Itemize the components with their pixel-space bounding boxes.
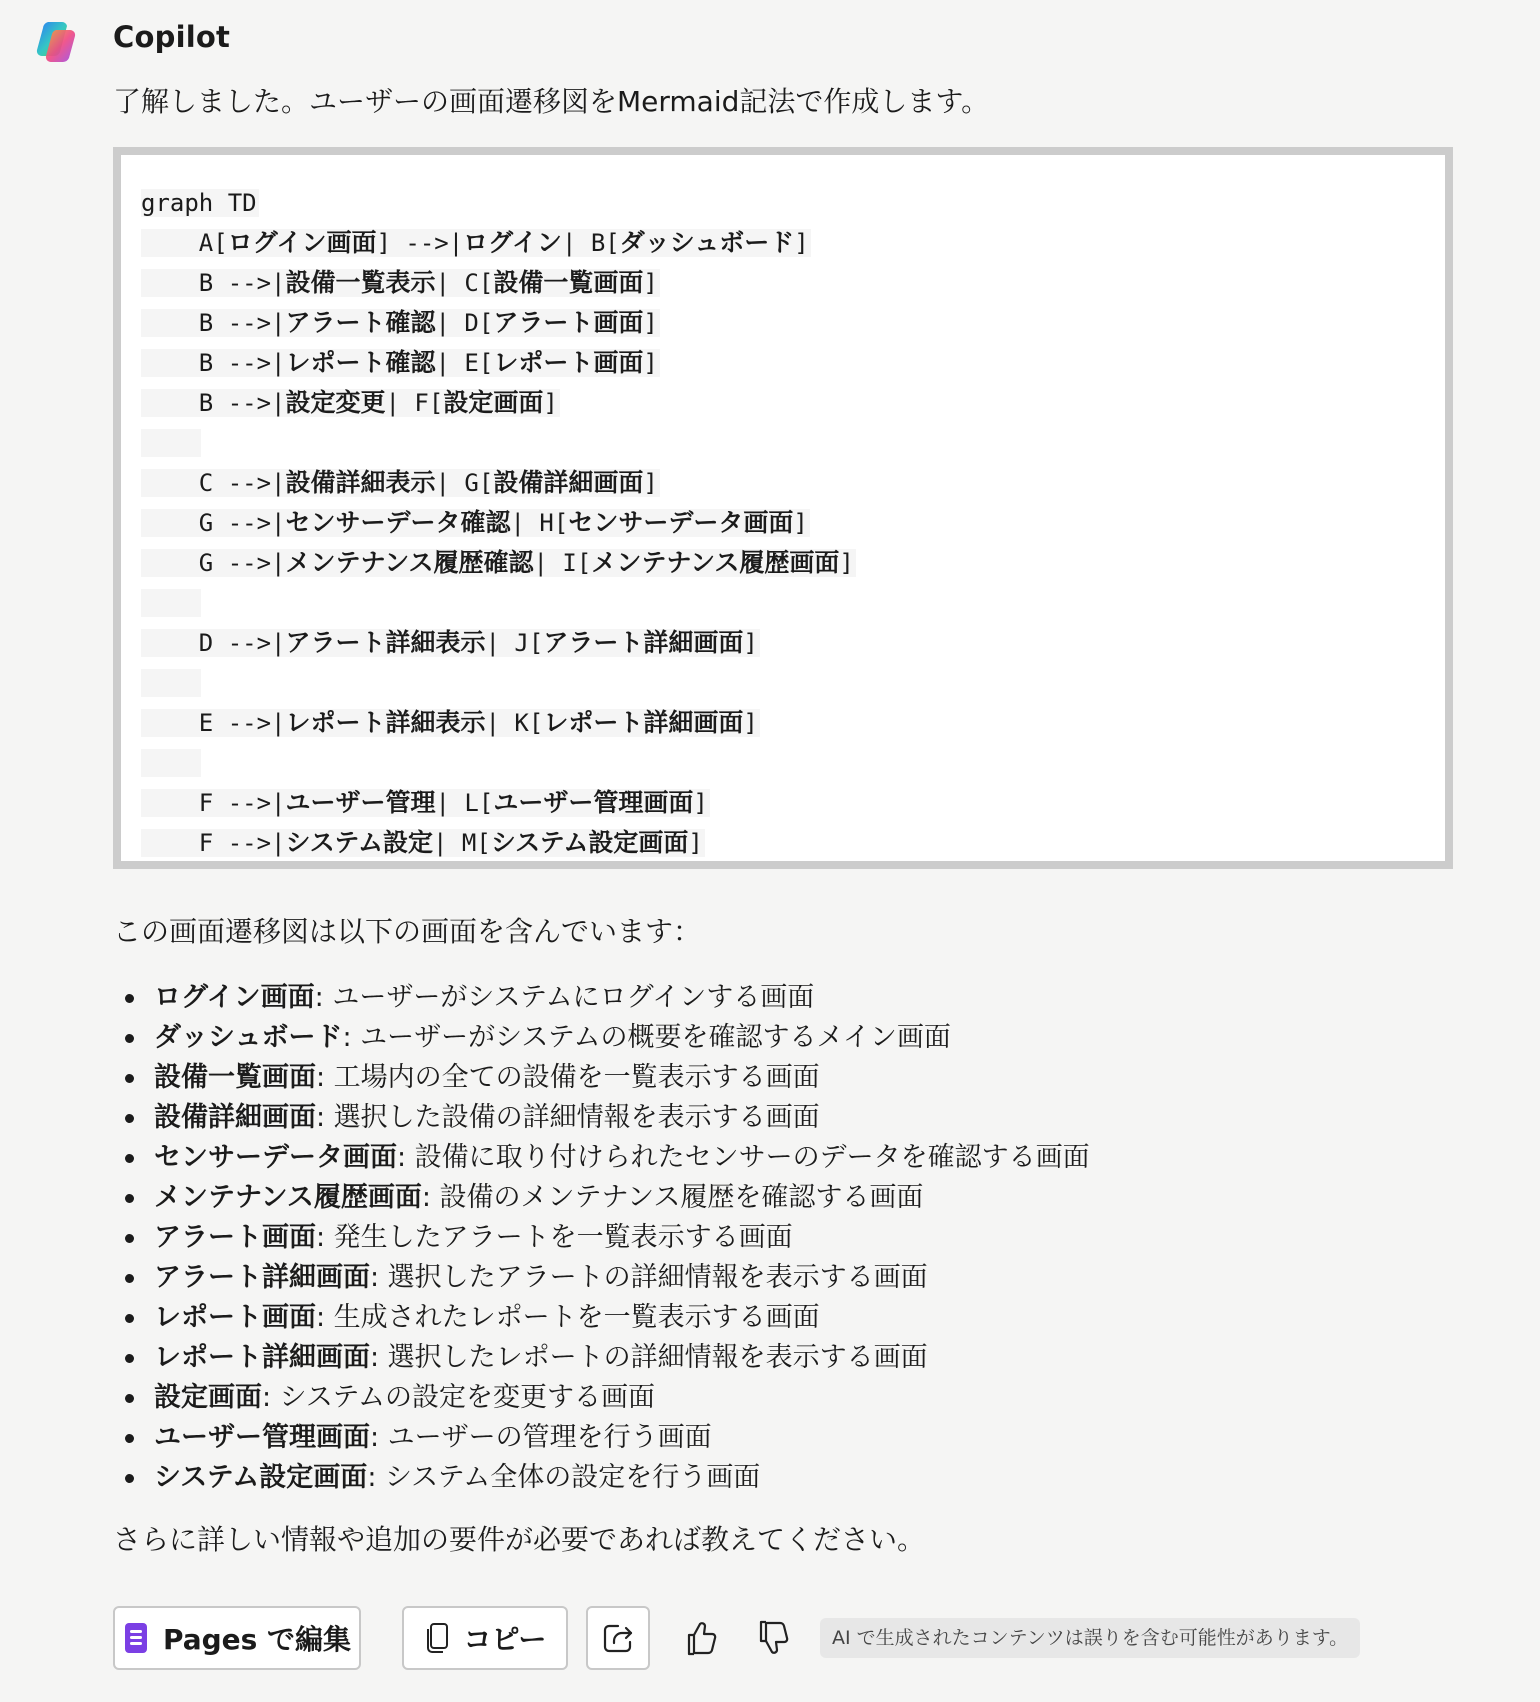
code-token: | G[	[435, 469, 494, 497]
code-label: センサーデータ画面	[568, 508, 794, 537]
code-token: | E[	[435, 349, 494, 377]
code-token: | D[	[435, 309, 494, 337]
screen-name: ログイン画面	[154, 982, 315, 1013]
list-item	[113, 1338, 1090, 1378]
code-token: D -->|	[141, 629, 286, 657]
code-line	[141, 223, 856, 263]
code-token: ]	[743, 629, 758, 657]
code-line	[141, 463, 856, 503]
code-label: システム設定	[285, 828, 434, 857]
pages-icon	[123, 1622, 149, 1654]
code-token: ] -->|	[376, 229, 464, 257]
code-token: | I[	[533, 549, 592, 577]
code-label: ユーザー管理	[285, 788, 436, 817]
code-block	[113, 147, 1453, 869]
code-token: | M[	[433, 829, 491, 857]
screen-name: 設備一覧画面	[154, 1062, 316, 1093]
code-line-text	[141, 389, 560, 417]
code-token: G -->|	[141, 509, 286, 537]
screen-description: : 選択したアラートの詳細情報を表示する画面	[370, 1262, 928, 1293]
code-token: ]	[743, 709, 758, 737]
code-line	[141, 623, 856, 663]
edit-in-pages-label: Pages で編集	[162, 1623, 352, 1656]
list-item	[113, 978, 1090, 1018]
code-token: B -->|	[141, 389, 286, 417]
code-line-text	[141, 749, 201, 777]
screen-list	[113, 978, 1090, 1498]
message-header	[34, 18, 80, 64]
screen-description: : 工場内の全ての設備を一覧表示する画面	[316, 1062, 820, 1093]
list-item	[113, 1018, 1090, 1058]
code-line	[141, 543, 856, 583]
code-label: システム設定画面	[490, 828, 689, 857]
code-line-text	[141, 509, 810, 537]
screen-description: : ユーザーの管理を行う画面	[370, 1422, 712, 1453]
code-line-text	[141, 229, 811, 257]
code-label: 設備一覧画面	[493, 268, 644, 297]
code-label: 設定画面	[443, 388, 544, 417]
code-label: レポート詳細画面	[543, 708, 744, 737]
code-token: ]	[643, 309, 658, 337]
code-token: G -->|	[141, 549, 286, 577]
code-token: ]	[643, 349, 658, 377]
copy-button[interactable]	[402, 1606, 568, 1670]
thumbs-up-button[interactable]	[677, 1614, 725, 1662]
screen-name: レポート画面	[154, 1302, 316, 1333]
screen-description: : 発生したアラートを一覧表示する画面	[316, 1222, 793, 1253]
code-token	[141, 669, 199, 697]
code-token: B -->|	[141, 269, 286, 297]
list-item	[113, 1218, 1090, 1258]
code-label: 設備詳細表示	[285, 468, 436, 497]
summary-intro: この画面遷移図は以下の画面を含んでいます：	[113, 915, 702, 948]
list-item	[113, 1258, 1090, 1298]
code-token	[141, 589, 199, 617]
code-token: | H[	[510, 509, 569, 537]
code-token	[141, 749, 199, 777]
code-line	[141, 383, 856, 423]
code-label: アラート詳細表示	[285, 628, 486, 657]
code-line-text	[141, 429, 201, 457]
screen-description: : ユーザーがシステムの概要を確認するメイン画面	[342, 1022, 951, 1053]
screen-description: : 生成されたレポートを一覧表示する画面	[316, 1302, 820, 1333]
screen-name: レポート詳細画面	[154, 1342, 370, 1373]
code-token: F -->|	[141, 789, 286, 817]
screen-name: センサーデータ画面	[154, 1142, 397, 1173]
copy-label: コピー	[463, 1623, 547, 1656]
code-label: 設備詳細画面	[493, 468, 644, 497]
list-item	[113, 1458, 1090, 1498]
code-line	[141, 263, 856, 303]
screen-name: システム設定画面	[154, 1462, 368, 1493]
code-token: ]	[643, 269, 658, 297]
code-label: アラート詳細画面	[543, 628, 744, 657]
code-label: レポート詳細表示	[285, 708, 486, 737]
code-line-text	[141, 709, 760, 737]
screen-name: ダッシュボード	[154, 1022, 343, 1053]
screen-name: 設定画面	[154, 1382, 262, 1413]
code-line	[141, 423, 856, 463]
code-label: 設備一覧表示	[285, 268, 436, 297]
code-token: B -->|	[141, 349, 286, 377]
share-button[interactable]	[586, 1606, 650, 1670]
code-line	[141, 503, 856, 543]
code-token: F -->|	[141, 829, 286, 857]
screen-description: : システム全体の設定を行う画面	[367, 1462, 761, 1493]
list-item	[113, 1178, 1090, 1218]
code-line	[141, 703, 856, 743]
code-label: ユーザー管理画面	[493, 788, 694, 817]
code-token: ]	[688, 829, 703, 857]
code-line-text	[141, 669, 201, 697]
screen-name: アラート詳細画面	[154, 1262, 370, 1293]
code-label: ログイン	[463, 228, 562, 257]
share-icon	[602, 1622, 634, 1654]
copy-icon	[424, 1622, 450, 1654]
code-label: メンテナンス履歴確認	[285, 548, 534, 577]
code-token: | K[	[485, 709, 544, 737]
code-line-text	[141, 589, 201, 617]
thumbs-up-icon	[685, 1620, 717, 1656]
code-token: A[	[141, 229, 228, 257]
code-token: ]	[793, 509, 808, 537]
code-line	[141, 343, 856, 383]
list-item	[113, 1098, 1090, 1138]
screen-description: : 設備のメンテナンス履歴を確認する画面	[421, 1182, 924, 1213]
message-intro: 了解しました。ユーザーの画面遷移図をMermaid記法で作成します。	[113, 85, 990, 118]
code-token: graph TD	[141, 189, 257, 217]
screen-name: メンテナンス履歴画面	[154, 1182, 422, 1213]
code-line-text	[141, 349, 660, 377]
code-token: | F[	[385, 389, 444, 417]
list-item	[113, 1138, 1090, 1178]
screen-description: : 選択したレポートの詳細情報を表示する画面	[370, 1342, 928, 1373]
code-label: ログイン画面	[227, 228, 377, 257]
code-line-text	[141, 549, 856, 577]
code-line	[141, 823, 856, 863]
code-token: | C[	[435, 269, 494, 297]
list-item	[113, 1418, 1090, 1458]
code-line	[141, 183, 856, 223]
code-line-text	[141, 269, 660, 297]
code-token: | B[	[561, 229, 620, 257]
code-token: C -->|	[141, 469, 286, 497]
code-line-text	[141, 789, 710, 817]
screen-description: : システムの設定を変更する画面	[262, 1382, 655, 1413]
screen-name: アラート画面	[154, 1222, 316, 1253]
ai-disclaimer: AI で生成されたコンテンツは誤りを含む可能性があります。	[820, 1618, 1360, 1658]
code-token: B -->|	[141, 309, 286, 337]
code-line	[141, 583, 856, 623]
screen-description: : ユーザーがシステムにログインする画面	[314, 982, 815, 1013]
code-token: | L[	[435, 789, 494, 817]
code-line-text	[141, 469, 660, 497]
screen-description: : 設備に取り付けられたセンサーのデータを確認する画面	[397, 1142, 1090, 1173]
edit-in-pages-button[interactable]	[113, 1606, 361, 1670]
screen-name: ユーザー管理画面	[154, 1422, 370, 1453]
sender-name: Copilot	[113, 20, 231, 54]
code-token: E -->|	[141, 709, 286, 737]
code-label: センサーデータ確認	[285, 508, 511, 537]
code-line-text	[141, 829, 705, 857]
list-item	[113, 1298, 1090, 1338]
code-line-text	[141, 309, 660, 337]
screen-description: : 選択した設備の詳細情報を表示する画面	[316, 1102, 820, 1133]
code-token: ]	[794, 229, 809, 257]
code-label: メンテナンス履歴画面	[591, 548, 840, 577]
code-label: ダッシュボード	[619, 228, 795, 257]
code-line	[141, 743, 856, 783]
code-line	[141, 783, 856, 823]
copilot-logo-icon	[34, 18, 80, 64]
code-line-text	[141, 629, 760, 657]
screen-name: 設備詳細画面	[154, 1102, 316, 1133]
list-item	[113, 1378, 1090, 1418]
code-label: 設定変更	[285, 388, 386, 417]
thumbs-down-button[interactable]	[749, 1614, 797, 1662]
code-line	[141, 303, 856, 343]
code-token	[141, 429, 199, 457]
code-label: レポート画面	[493, 348, 644, 377]
code-label: レポート確認	[285, 348, 436, 377]
code-label: アラート画面	[493, 308, 644, 337]
code-label: アラート確認	[285, 308, 436, 337]
code-content	[141, 183, 856, 863]
list-item	[113, 1058, 1090, 1098]
closing-text: さらに詳しい情報や追加の要件が必要であれば教えてください。	[113, 1523, 926, 1556]
code-line-text	[141, 189, 259, 217]
code-token: ]	[643, 469, 658, 497]
code-token: ]	[693, 789, 708, 817]
code-token: | J[	[485, 629, 544, 657]
code-token: ]	[839, 549, 854, 577]
thumbs-down-icon	[757, 1620, 789, 1656]
code-line	[141, 663, 856, 703]
code-token: ]	[543, 389, 558, 417]
